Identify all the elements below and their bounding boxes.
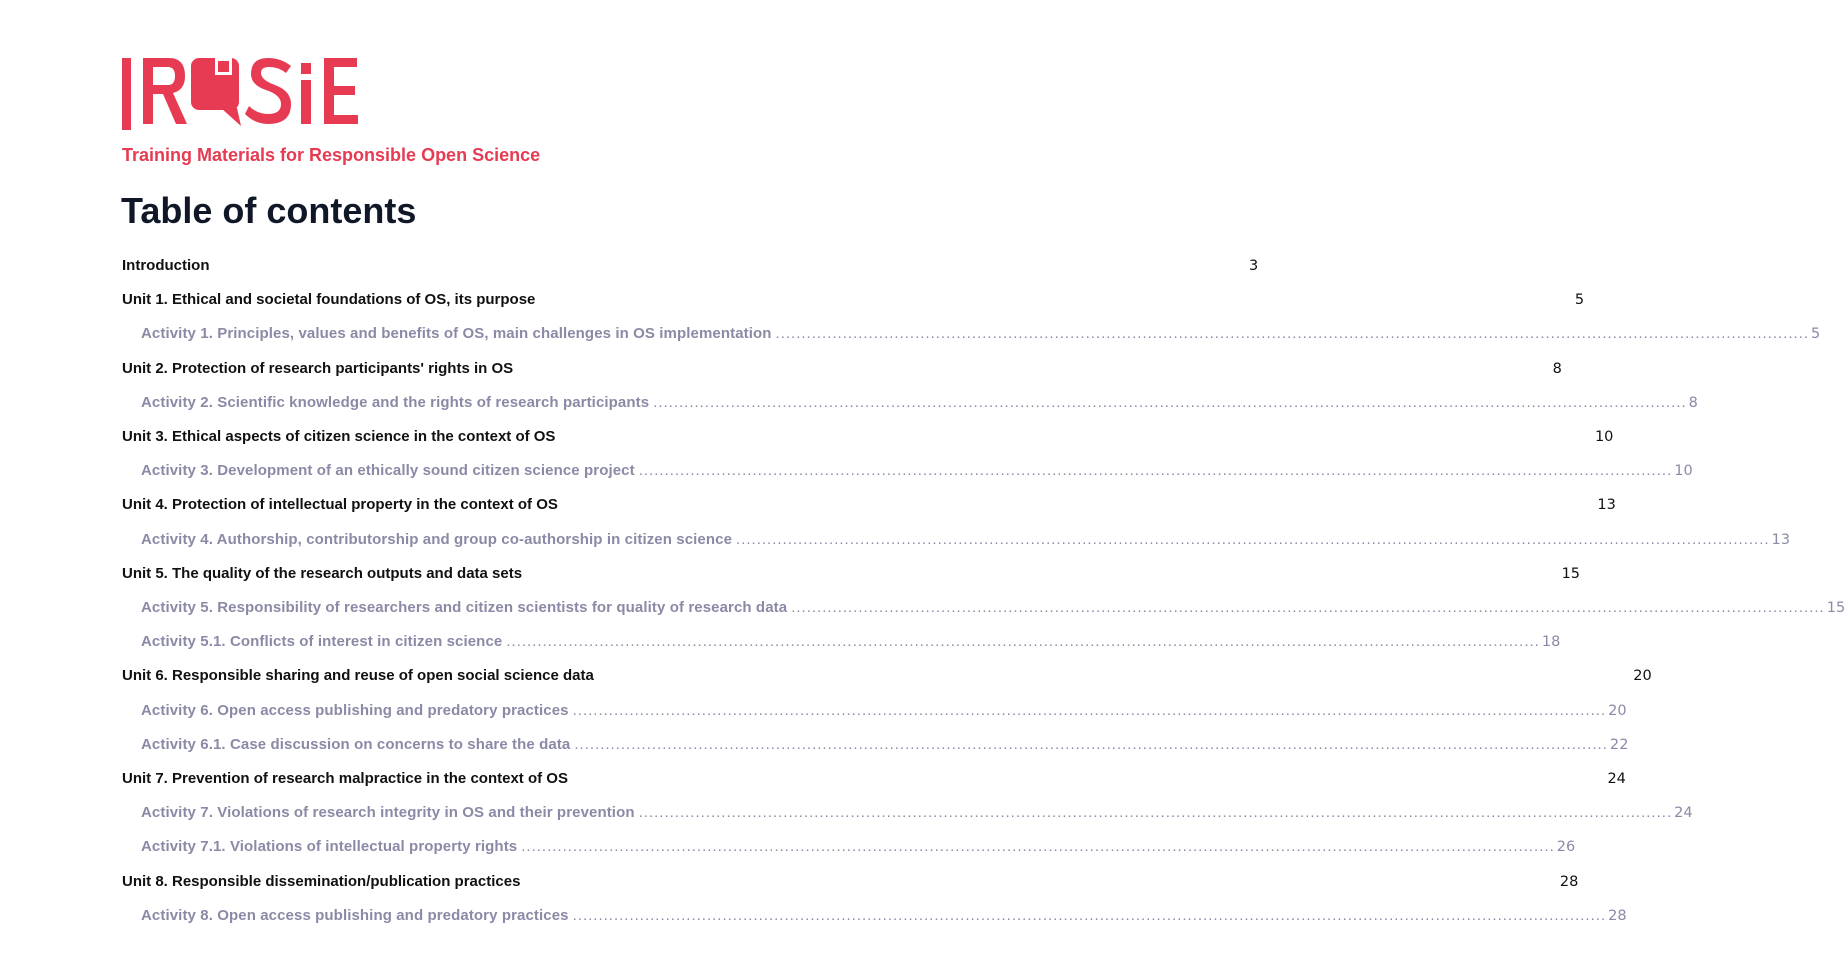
- page-title: Table of contents: [121, 190, 417, 231]
- toc-unit-entry[interactable]: [122, 564, 1581, 584]
- toc-activity-entry[interactable]: [141, 598, 1845, 618]
- toc-unit-entry[interactable]: [122, 290, 1585, 310]
- toc-page-number: 5: [1574, 292, 1585, 308]
- toc-activity-entry[interactable]: [141, 632, 1561, 652]
- toc-dot-leader: ........................................................................................................................................................................................................: [653, 394, 1687, 411]
- toc-entry-label: Unit 8. Responsible dissemination/publication practices: [122, 873, 521, 890]
- toc-dot-leader: ........................................................................................................................................................................................................: [791, 599, 1825, 616]
- toc-page-number: 24: [1607, 771, 1626, 787]
- toc-activity-entry[interactable]: [141, 701, 1627, 721]
- toc-entry-label: Activity 8. Open access publishing and predatory practices: [141, 907, 569, 924]
- toc-entry-label: Introduction: [122, 257, 210, 274]
- toc-entry-label: Activity 5.1. Conflicts of interest in citizen science: [141, 633, 503, 650]
- toc-dot-leader: ........................................................................................................................................................................................................: [506, 633, 1540, 650]
- toc-unit-entry[interactable]: [122, 872, 1579, 892]
- toc-page-number: 20: [1608, 703, 1627, 719]
- toc-page-number: 24: [1674, 805, 1693, 821]
- toc-entry-label: Activity 1. Principles, values and benefits of OS, main challenges in OS implementation: [141, 325, 772, 342]
- toc-page-number: 10: [1674, 463, 1693, 479]
- toc-entry-label: Unit 1. Ethical and societal foundations of OS, its purpose: [122, 291, 536, 308]
- toc-unit-entry[interactable]: [122, 495, 1616, 515]
- toc-unit-entry[interactable]: [122, 359, 1562, 379]
- toc-dot-leader: ........................................................................................................................................................................................................: [775, 325, 1810, 342]
- toc-unit-entry[interactable]: [122, 427, 1614, 447]
- toc-dot-leader: ........................................................................................................................................................................................................: [574, 736, 1608, 753]
- toc-entry-label: Unit 7. Prevention of research malpractice in the context of OS: [122, 770, 568, 787]
- toc-unit-entry[interactable]: [122, 256, 1259, 276]
- toc-entry-label: Unit 3. Ethical aspects of citizen science in the context of OS: [122, 428, 556, 445]
- toc-entry-label: Unit 4. Protection of intellectual property in the context of OS: [122, 496, 558, 513]
- toc-page-number: 5: [1811, 326, 1821, 342]
- toc-dot-leader: ........................................................................................................................................................................................................: [736, 531, 1770, 548]
- toc-activity-entry[interactable]: [141, 735, 1629, 755]
- toc-activity-entry[interactable]: [141, 906, 1627, 926]
- toc-entry-label: Unit 6. Responsible sharing and reuse of open social science data: [122, 667, 594, 684]
- toc-activity-entry[interactable]: [141, 530, 1791, 550]
- toc-unit-entry[interactable]: [122, 769, 1626, 789]
- toc-entry-label: Activity 6. Open access publishing and predatory practices: [141, 702, 569, 719]
- toc-dot-leader: ........................................................................................................................................................................................................: [638, 804, 1673, 821]
- toc-activity-entry[interactable]: [141, 837, 1576, 857]
- toc-page-number: 28: [1559, 874, 1579, 890]
- toc-page-number: 8: [1688, 395, 1698, 411]
- toc-dot-leader: ........................................................................................................................................................................................................: [638, 462, 1673, 479]
- toc-dot-leader: ........................................................................................................................................................................................................: [572, 702, 1607, 719]
- toc-entry-label: Activity 3. Development of an ethically sound citizen science project: [141, 462, 635, 479]
- toc-page-number: 8: [1552, 361, 1562, 377]
- toc-page-number: 10: [1594, 429, 1614, 445]
- toc-entry-label: Activity 6.1. Case discussion on concerns to share the data: [141, 736, 571, 753]
- toc-activity-entry[interactable]: [141, 393, 1698, 413]
- toc-page-number: 28: [1608, 908, 1627, 924]
- toc-activity-entry[interactable]: [141, 461, 1693, 481]
- toc-entry-label: Activity 4. Authorship, contributorship and group co-authorship in citizen science: [141, 531, 733, 548]
- toc-activity-entry[interactable]: [141, 324, 1821, 344]
- toc-entry-label: Activity 5. Responsibility of researchers and citizen scientists for quality of research data: [141, 599, 788, 616]
- toc-page-number: 15: [1561, 566, 1581, 582]
- tagline: Training Materials for Responsible Open Science: [122, 145, 541, 165]
- toc-entry-label: Activity 7. Violations of research integrity in OS and their prevention: [141, 804, 635, 821]
- toc-page-number: 18: [1541, 634, 1561, 650]
- toc-page-number: 13: [1597, 497, 1616, 513]
- toc-unit-entry[interactable]: [122, 666, 1652, 686]
- toc-page-number: 15: [1826, 600, 1845, 616]
- toc-page-number: 22: [1609, 737, 1629, 753]
- toc-page-number: 20: [1633, 668, 1652, 684]
- toc-dot-leader: ........................................................................................................................................................................................................: [521, 838, 1555, 855]
- toc-page-number: 26: [1556, 839, 1576, 855]
- toc-entry-label: Unit 2. Protection of research participants' rights in OS: [122, 360, 514, 377]
- toc-entry-label: Unit 5. The quality of the research outputs and data sets: [122, 565, 523, 582]
- toc-dot-leader: ........................................................................................................................................................................................................: [572, 907, 1607, 924]
- toc-entry-label: Activity 2. Scientific knowledge and the rights of research participants: [141, 394, 650, 411]
- toc-entry-label: Activity 7.1. Violations of intellectual property rights: [141, 838, 518, 855]
- toc-page-number: 3: [1248, 258, 1259, 274]
- toc-activity-entry[interactable]: [141, 803, 1693, 823]
- toc-page-number: 13: [1771, 532, 1791, 548]
